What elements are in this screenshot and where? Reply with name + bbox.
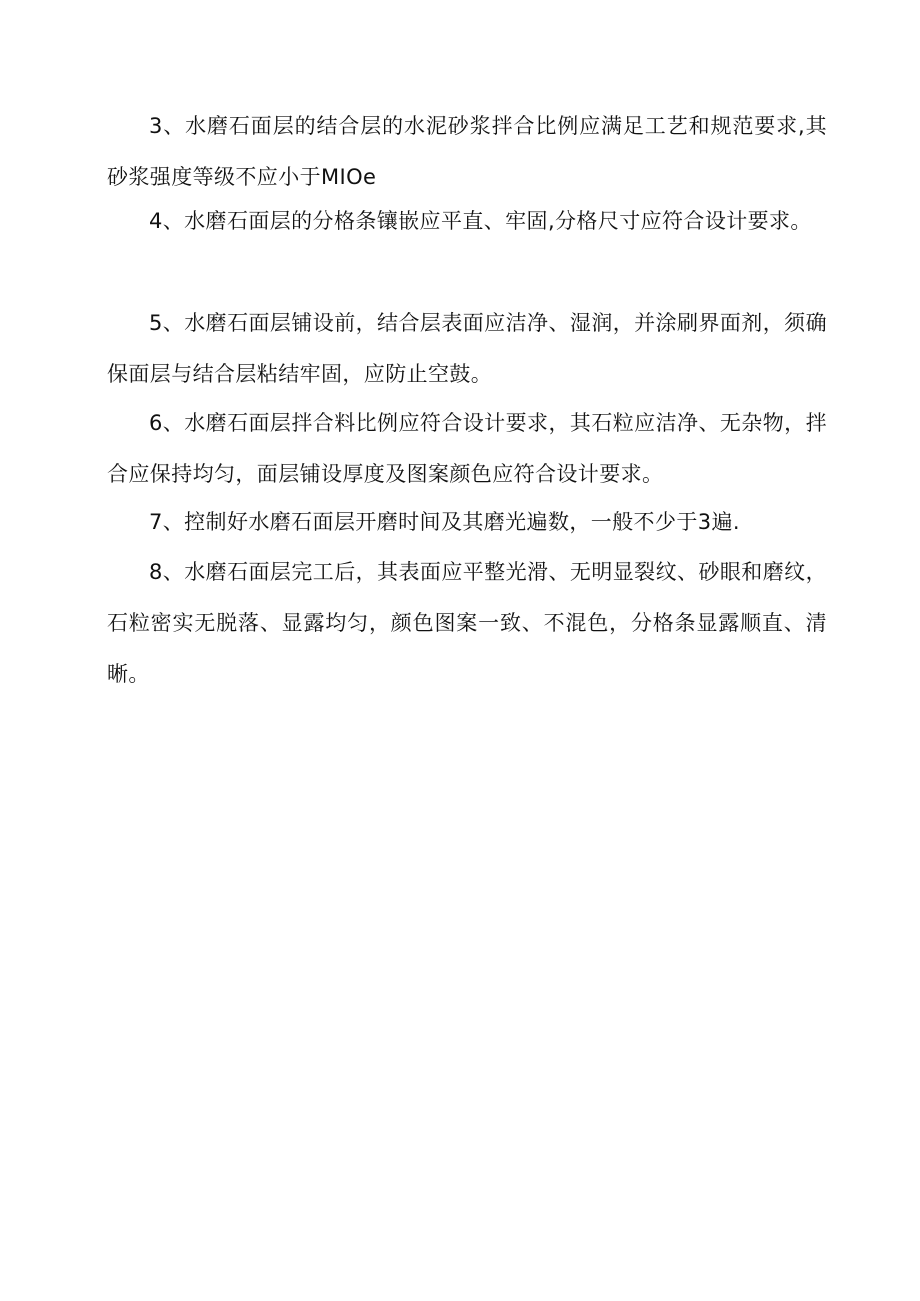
paragraph-item-4: 4、水磨石面层的分格条镶嵌应平直、牢固,分格尺寸应符合设计要求。 [149,209,812,233]
paragraph-item-8: 8、水磨石面层完工后，其表面应平整光滑、无明显裂纹、砂眼和磨纹，石粒密实无脱落、显露均匀，颜色图案一致、不混色，分格条显露顺直、清晰。 [107,560,827,686]
paragraph-item-5: 5、水磨石面层铺设前，结合层表面应洁净、湿润，并涂刷界面剂，须确保面层与结合层粘结牢固，应防止空鼓。 [107,311,827,386]
paragraph-item-3: 3、水磨石面层的结合层的水泥砂浆拌合比例应满足工艺和规范要求,其砂浆强度等级不应小于MIOe [107,114,827,189]
paragraph-item-6: 6、水磨石面层拌合料比例应符合设计要求，其石粒应洁净、无杂物，拌合应保持均匀，面层铺设厚度及图案颜色应符合设计要求。 [107,411,827,486]
paragraph-item-7: 7、控制好水磨石面层开磨时间及其磨光遍数，一般不少于3遍. [149,510,740,534]
